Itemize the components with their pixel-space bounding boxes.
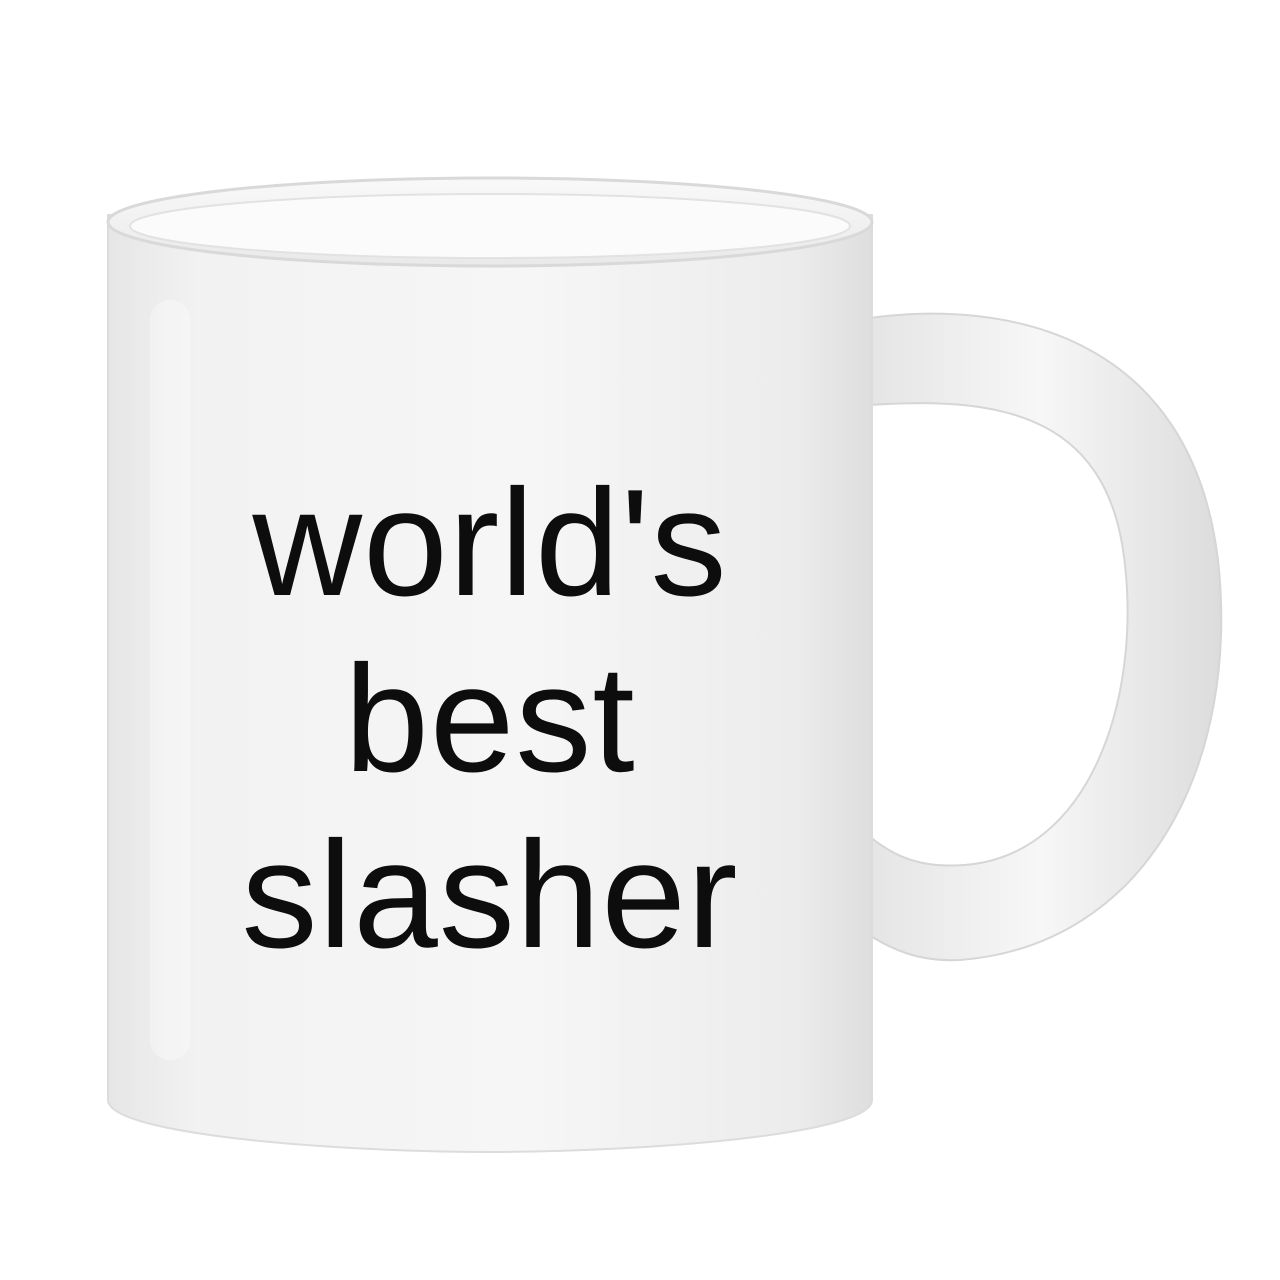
mug-handle <box>862 314 1221 961</box>
mug-print-text <box>170 455 810 983</box>
print-line-best: best <box>344 634 636 804</box>
mug-opening <box>130 194 850 258</box>
print-line-worlds: world's <box>252 458 728 628</box>
print-line-slasher: slasher <box>241 810 739 980</box>
